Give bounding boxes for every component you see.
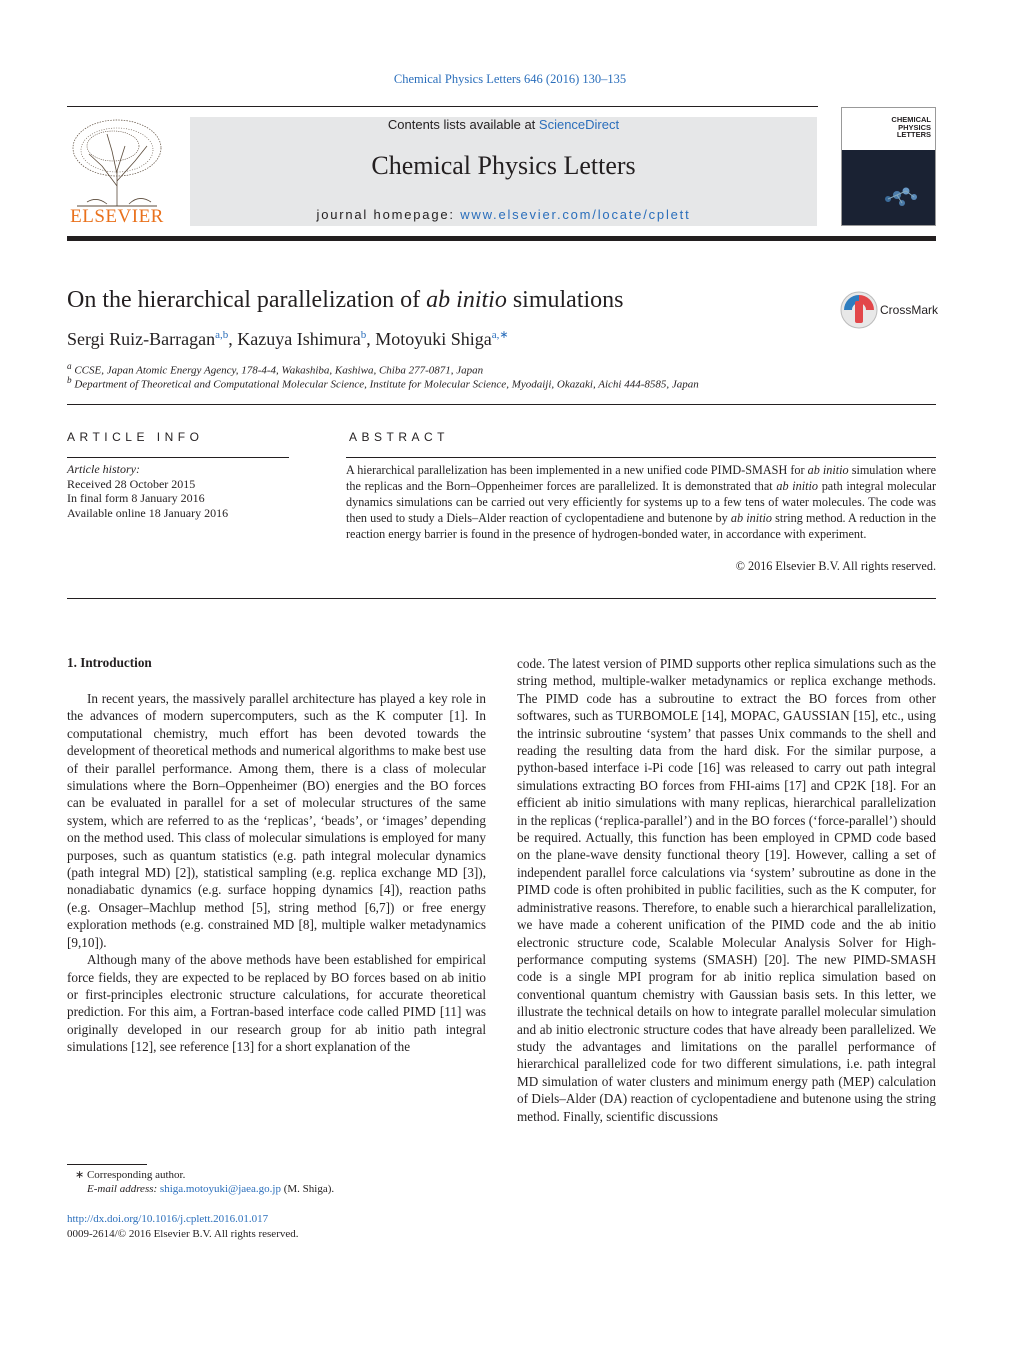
affiliation-text: CCSE, Japan Atomic Energy Agency, 178-4-4, Wakashiba, Kashiwa, Chiba 277-0871, Japan [74,364,484,377]
paragraph: Although many of the above methods have been established for empirical force fields, they are expected to be replaced by BO forces based on ab initio or first-principles electronic structure calculations, for accurate theoretical prediction. For this aim, a Fortran-based interface code called PIMD [11] was originally developed in our research group for ab initio path integral simulations [12], see reference [13] for a short explanation of the [67,952,486,1055]
homepage-link[interactable]: www.elsevier.com/locate/cplett [460,207,691,222]
abstract-bottom-rule [67,598,936,599]
email-label: E-mail address: [87,1183,160,1195]
section-title-introduction: 1. Introduction [67,655,152,670]
front-matter-rule [67,404,936,405]
abstract-body [346,463,936,543]
received-date: Received 28 October 2015 [67,476,196,491]
affiliation-b [67,375,699,391]
sciencedirect-link[interactable]: ScienceDirect [538,117,620,132]
crossmark-badge[interactable] [840,291,939,329]
article-history [67,462,228,520]
header-rule [67,106,818,107]
paragraph: code. The latest version of PIMD supports other replica simulations such as the string method, multiple-walker metadynamics or replica exchange methods. The PIMD code has a subroutine to extract the BO forces from other softwares, such as TURBOMOLE [14], MOPAC, GAUSSIAN [15], etc., using the intrinsic subroutine ‘system’ that passes Unix commands to the shell and reading the resulting data from the hard disk. For the similar purpose, a python-based interface i-Pi code [16] was released to carry out path integral simulations extracting BO forces from FHI-aims [17] and CP2K [18]. For an efficient ab initio simulations with many replicas, hierarchical parallelization in the replicas (‘replica-parallel’) and in the BO forces (‘force-parallel’) should be required. Actually, this function has been employed in CPMD code based on the plane-wave density functional theory [19]. However, calling a set of independent parallel force calculations via ‘system’ subroutine as done in the PIMD code is often prohibited in public facilities, such as the K computer, for administrative reasons. Therefore, to enable such a hierarchical parallelization, we have made a coherent unification of the PIMD code and the ab initio electronic structure code, Scalable Molecular Analysis Solver for High-performance computing systems (SMASH) [20]. The new PIMD-SMASH code is a single MPI program for ab initio replica simulation based on conventional quantum chemistry with Gaussian basis sets. In this letter, we illustrate the technical details on how to integrate parallel molecular simulation and ab initio electronic structure codes that have already been parallelized. We study the advantages and limitations on the parallel performance of hierarchical parallelized code for two different simulations, i.e. path integral MD simulation of water clusters and minimum energy path (MEP) calculation of Diels–Alder (DA) reaction of cyclopentadiene and butenone using the string method. Finally, scientific discussions [517,656,936,1124]
abstract-copyright: © 2016 Elsevier B.V. All rights reserved. [735,559,936,573]
title-italic: ab initio [426,287,507,313]
abstract-heading: ABSTRACT [349,430,450,444]
author-list [67,328,509,350]
cover-title-line-2: PHYSICS [898,122,931,132]
abstract-text: path integral molecular dynamics simulations can be carried out very efficiently for systems up to a few tens of water molecules. The code was then used to study a Diels–Alder reaction of cyclopentadiene and butenone by [346,478,937,525]
online-date: Available online 18 January 2016 [67,505,229,520]
abstract-text: simulation where the replicas and the Born–Oppenheimer forces are parallelized. It is demonstrated that [346,463,936,493]
affiliation-text: Department of Theoretical and Computational Molecular Science, Institute for Molecular Science, Myodaiji, Okazaki, Aichi 444-8585, Japan [74,378,699,391]
contents-prefix: Contents lists available at [387,117,539,132]
elsevier-logo[interactable] [67,116,167,228]
abstract-italic: ab initio [776,478,818,493]
paragraph: In recent years, the massively parallel architecture has played a key role in the advances of modern supercomputers, such as the K computer [1]. In computational chemistry, much effort has been devoted towards the development of theoretical methods and numerical algorithms to make best use of their parallel performance. Among them, there is a class of molecular simulations where the Born–Oppenheimer (BO) energies and the BO forces can be evaluated in parallel for a set of molecular structures of the same system, which are referred to as the ‘replicas’, ‘beads’, or ‘images’ depending on the method used. This class of molecular simulations is employed for many purposes, such as quantum statistics (e.g. path integral molecular dynamics (path integral MD) [2]), statistical sampling (e.g. replica exchange MD [3]), nonadiabatic dynamics (e.g. surface hopping dynamics [4]), reaction paths (e.g. Onsager–Machlup method [5], string method [6,7]) or free energy exploration methods (e.g. constrained MD [8], multiple walker metadynamics [9,10]). [67,691,486,950]
title-part-1: On the hierarchical parallelization of [67,287,427,313]
cover-title [881,116,931,139]
author-affiliation-mark[interactable]: b [360,329,367,341]
email-link[interactable]: shiga.motoyuki@jaea.go.jp [159,1183,281,1195]
body-column-right [517,655,936,1125]
footnote-corresponding: Corresponding author. [86,1169,186,1181]
history-label: Article history: [67,462,140,476]
affiliation-mark: a [67,361,72,371]
email-owner: (M. Shiga). [280,1183,335,1195]
title-part-2: simulations [506,287,624,313]
doi-link[interactable]: http://dx.doi.org/10.1016/j.cplett.2016.01.017 [67,1213,269,1225]
journal-cover[interactable] [841,107,936,226]
cover-title-line-3: LETTERS [896,130,931,139]
author-affiliation-mark[interactable]: a,∗ [491,329,509,341]
abstract-italic: ab initio [730,510,772,525]
abstract-text: string method. A reduction in the reaction energy barrier is found in the presence of hydrogen-bonded water, in accordance with experiment. [346,510,936,541]
author-affiliation-mark[interactable]: a,b [215,329,229,341]
journal-reference[interactable]: Chemical Physics Letters 646 (2016) 130–135 [393,72,627,86]
abstract-italic: ab initio [807,463,849,477]
contents-line [190,117,817,132]
body-column-left [67,690,486,1056]
author-name[interactable]: Kazuya Ishimura [237,329,361,349]
cover-header [842,108,935,150]
corresponding-footnote [67,1168,334,1196]
revised-date: In final form 8 January 2016 [67,491,205,506]
issn-line: 0009-2614/© 2016 Elsevier B.V. All rights reserved. [67,1227,299,1240]
author-separator: , [366,329,376,349]
article-info-rule [67,457,289,458]
author-separator: , [228,329,238,349]
footnote-mark: ∗ [75,1169,85,1181]
cover-molecule-icon [842,150,935,225]
article-title [67,287,624,314]
article-info-heading: ARTICLE INFO [67,430,204,444]
cover-title-line-1: CHEMICAL [891,115,931,124]
elsevier-wordmark: ELSEVIER [70,206,164,227]
elsevier-tree-icon [67,116,167,208]
crossmark-label: CrossMark [880,303,939,317]
journal-title: Chemical Physics Letters [371,151,636,180]
abstract-rule [346,457,936,458]
author-name[interactable]: Sergi Ruiz-Barragan [67,329,216,349]
journal-banner [190,117,817,226]
header-thick-rule [67,236,936,241]
doi-block [67,1212,299,1241]
footnote-rule [67,1164,147,1165]
author-name[interactable]: Motoyuki Shiga [375,329,492,349]
homepage-line [190,207,817,222]
abstract-text: A hierarchical parallelization has been implemented in a new unified code PIMD-SMASH for [346,463,808,477]
affiliation-mark: b [67,375,72,385]
crossmark-icon [840,291,878,329]
homepage-prefix: journal homepage: [316,207,461,222]
